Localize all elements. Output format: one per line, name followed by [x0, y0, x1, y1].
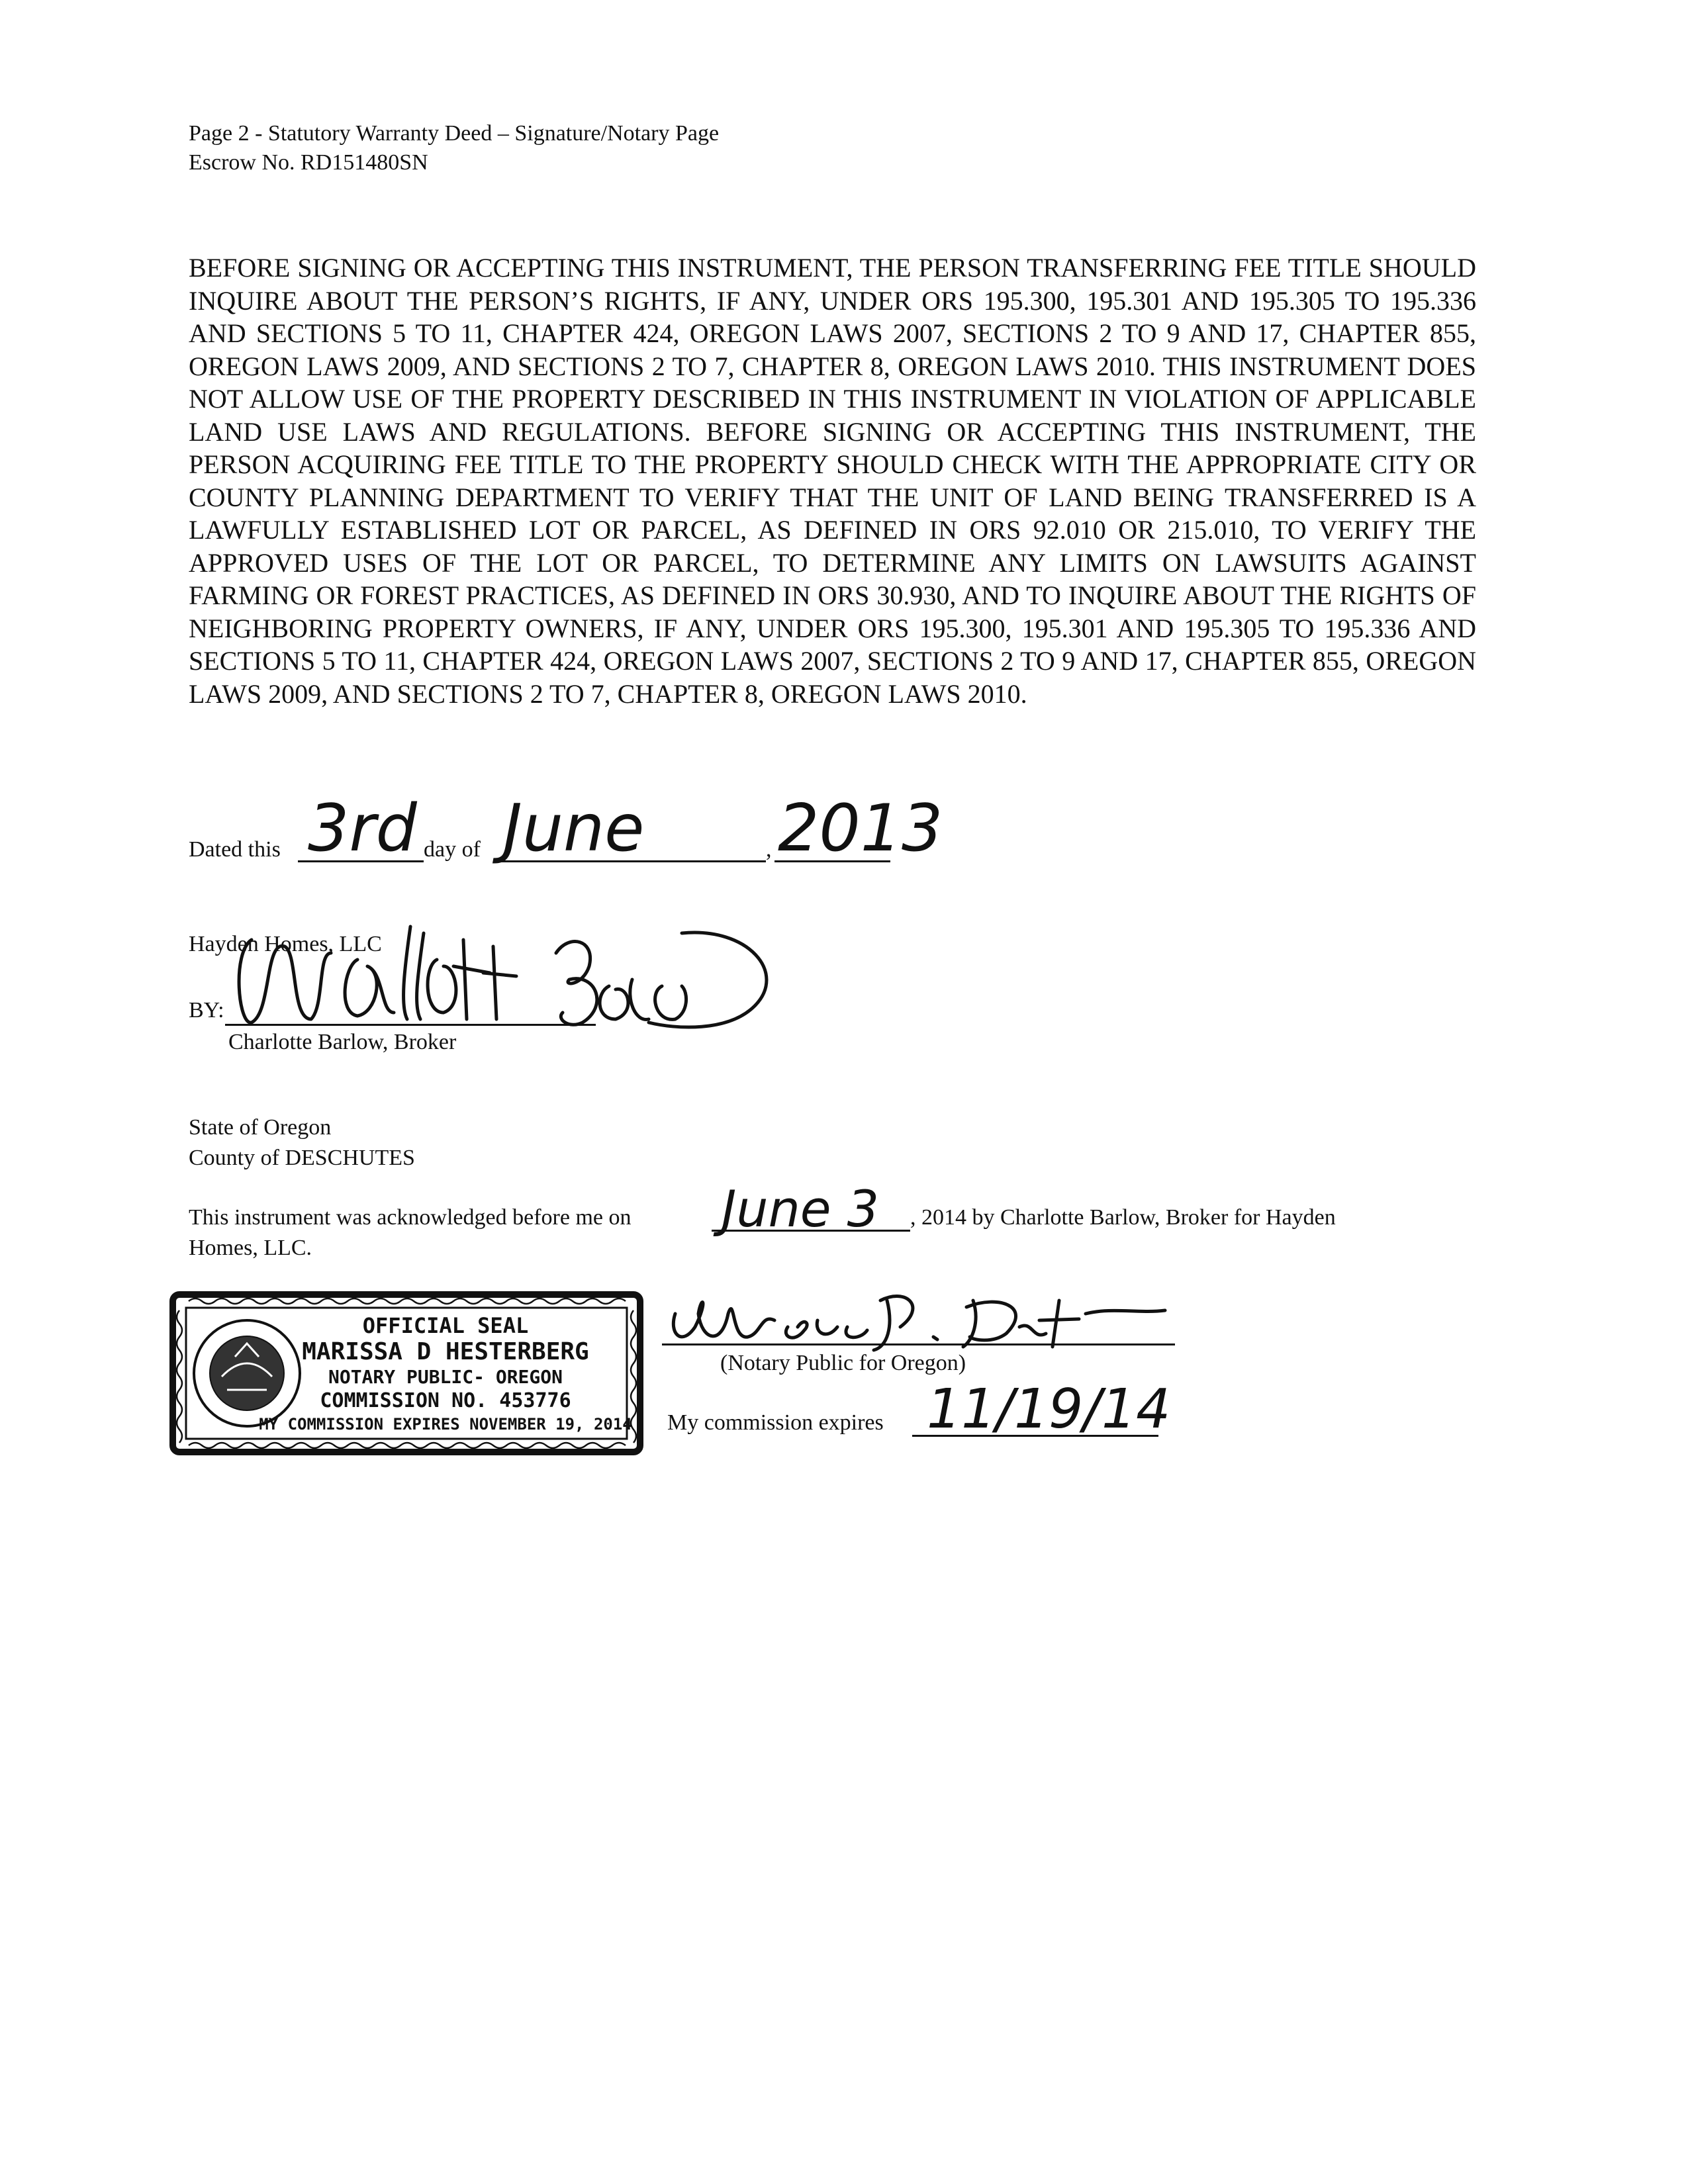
dated-month-handwritten: June: [503, 791, 645, 866]
land-use-notice: BEFORE SIGNING OR ACCEPTING THIS INSTRUMENT, THE PERSON TRANSFERRING FEE TITLE SHOULD INQUIRE ABOUT THE PERSON’S RIGHTS, IF ANY, UNDER ORS 195.300, 195.301 AND 195.305 TO 195.336 AND SECTIONS 5 TO 11, CHAPTER 424, OREGON LAWS 2007, SECTIONS 2 TO 9 AND 17, CHAPTER 855, OREGON LAWS 2009, AND SECTIONS 2 TO 7, CHAPTER 8, OREGON LAWS 2010. THIS INSTRUMENT DOES NOT ALLOW USE OF THE PROPERTY DESCRIBED IN THIS INSTRUMENT IN VIOLATION OF APPLICABLE LAND USE LAWS AND REGULATIONS. BEFORE SIGNING OR ACCEPTING THIS INSTRUMENT, THE PERSON ACQUIRING FEE TITLE TO THE PROPERTY SHOULD CHECK WITH THE APPROPRIATE CITY OR COUNTY PLANNING DEPARTMENT TO VERIFY THAT THE UNIT OF LAND BEING TRANSFERRED IS A LAWFULLY ESTABLISHED LOT OR PARCEL, AS DEFINED IN ORS 92.010 OR 215.010, TO VERIFY THE APPROVED USES OF THE LOT OR PARCEL, TO DETERMINE ANY LIMITS ON LAWSUITS AGAINST FARMING OR FOREST PRACTICES, AS DEFINED IN ORS 30.930, AND TO INQUIRE ABOUT THE RIGHTS OF NEIGHBORING PROPERTY OWNERS, IF ANY, UNDER ORS 195.300, 195.301 AND 195.305 TO 195.336 AND SECTIONS 5 TO 11, CHAPTER 424, OREGON LAWS 2007, SECTIONS 2 TO 9 AND 17, CHAPTER 855, OREGON LAWS 2009, AND SECTIONS 2 TO 7, CHAPTER 8, OREGON LAWS 2010.: [189, 253, 1476, 709]
grantor-signature: [225, 913, 821, 1085]
dated-year-handwritten: 2013: [778, 791, 943, 866]
dated-day-handwritten: 3rd: [308, 791, 417, 866]
dated-mid: day of: [424, 837, 481, 862]
official-seal: [169, 1291, 645, 1456]
seal-line4: COMMISSION NO. 453776: [320, 1389, 571, 1412]
notary-signature-line: [662, 1343, 1175, 1345]
header-escrow-number: Escrow No. RD151480SN: [189, 150, 428, 175]
seal-line3: NOTARY PUBLIC- OREGON: [328, 1366, 563, 1388]
commission-expires-label: My commission expires: [667, 1410, 884, 1435]
document-header: [189, 119, 719, 177]
grantor-signer: Charlotte Barlow, Broker: [228, 1030, 457, 1054]
venue-state: State of Oregon: [189, 1115, 332, 1140]
ack-prefix: This instrument was acknowledged before me on: [189, 1205, 632, 1230]
ack-suffix: , 2014 by Charlotte Barlow, Broker for Hayden: [910, 1205, 1336, 1230]
ack-date-handwritten: June 3: [722, 1179, 880, 1238]
grantor-company: Hayden Homes, LLC: [189, 932, 382, 956]
ack-line2: Homes, LLC.: [189, 1236, 312, 1260]
dated-comma: ,: [766, 837, 772, 862]
grantor-by-label: BY:: [189, 998, 224, 1023]
commission-expires-handwritten: 11/19/14: [927, 1378, 1171, 1441]
notary-title: (Notary Public for Oregon): [720, 1351, 966, 1375]
header-page-title: Page 2 - Statutory Warranty Deed – Signature/Notary Page: [189, 121, 720, 146]
venue-county: County of DESCHUTES: [189, 1146, 415, 1170]
seal-line1: OFFICIAL SEAL: [362, 1313, 529, 1338]
seal-line5: MY COMMISSION EXPIRES NOVEMBER 19, 2014: [259, 1415, 632, 1433]
dated-prefix: Dated this: [189, 837, 281, 862]
seal-line2: MARISSA D HESTERBERG: [302, 1338, 589, 1365]
